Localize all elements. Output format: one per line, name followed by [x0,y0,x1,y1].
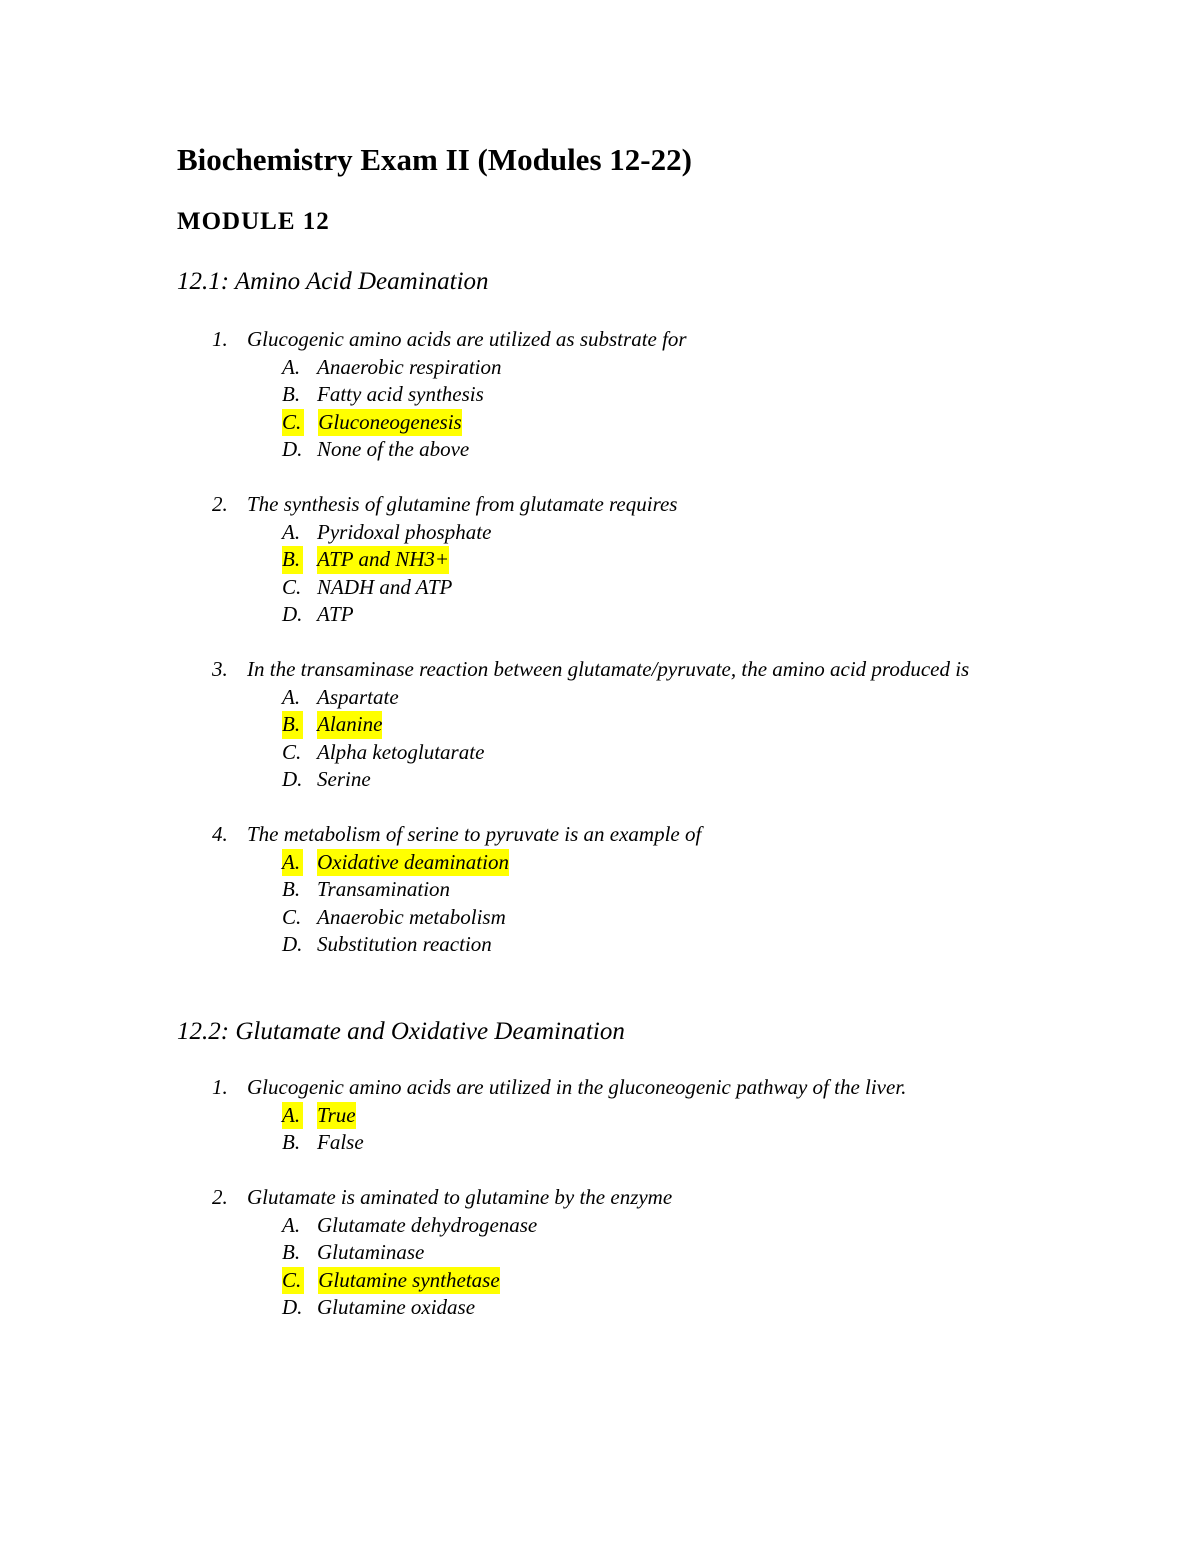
question-number: 4. [212,822,228,846]
option-text: Alpha ketoglutarate [317,739,485,764]
question-number: 3. [212,657,228,681]
option-letter: B. [282,711,303,739]
option-letter: D. [282,767,303,791]
question [177,1074,1077,1157]
answer-option-correct [282,711,1077,739]
option-letter: D. [282,437,303,461]
option-letter: B. [282,546,303,574]
question [177,656,1077,794]
module-heading: MODULE 12 [177,208,330,235]
option-text: Anaerobic metabolism [317,904,506,929]
option-text: Aspartate [317,684,399,709]
answer-option [282,1239,1077,1267]
option-letter: A. [282,684,301,709]
question-number: 2. [212,1185,228,1209]
question-text: Glucogenic amino acids are utilized in the gluconeogenic pathway of the liver. [247,1075,907,1099]
question-line [177,1074,1077,1102]
answer-option-correct [282,1102,1077,1130]
option-letter: B. [282,1130,301,1154]
answer-option-correct [282,546,1077,574]
answer-option [282,766,1077,794]
option-text: Serine [317,767,371,791]
option-text: ATP [317,602,354,626]
answer-option [282,601,1077,629]
option-letter: D. [282,602,303,626]
option-text: Transamination [317,877,451,901]
option-letter: B. [282,877,301,901]
document-title: Biochemistry Exam II (Modules 12-22) [177,142,692,177]
option-letter: C. [282,739,302,764]
question-text: Glutamate is aminated to glutamine by the enzyme [247,1185,673,1209]
option-letter: A. [282,519,301,544]
answer-option [282,684,1077,712]
answer-option [282,574,1077,602]
section-heading: 12.2: Glutamate and Oxidative Deamination [177,1018,625,1045]
question-text: In the transaminase reaction between glutamate/pyruvate, the amino acid produced is [247,657,970,681]
answer-option [282,876,1077,904]
answer-option [282,1129,1077,1157]
answer-option [282,519,1077,547]
question-number: 2. [212,492,228,516]
option-text: Glutaminase [317,1240,425,1264]
question [177,326,1077,464]
question-number: 1. [212,1075,228,1099]
question-line [177,821,1077,849]
answer-option [282,931,1077,959]
answer-option-correct [282,849,1077,877]
question-list [177,1074,1077,1349]
option-text: None of the above [317,437,470,461]
option-text: Fatty acid synthesis [317,382,484,406]
answer-option [282,1212,1077,1240]
option-letter: A. [282,849,303,877]
option-text: Glutamate dehydrogenase [317,1212,538,1237]
option-letter: B. [282,1240,301,1264]
option-letter: A. [282,1212,301,1237]
section-heading: 12.1: Amino Acid Deamination [177,268,489,295]
option-letter: A. [282,1102,303,1130]
question [177,821,1077,959]
option-text: Glutamine oxidase [317,1295,476,1319]
answer-option-correct [282,409,1077,437]
question-text: The synthesis of glutamine from glutamate requires [247,492,678,516]
option-letter: C. [282,574,302,599]
option-letter: C. [282,1267,304,1295]
question-number: 1. [212,327,228,351]
answer-option [282,354,1077,382]
question-line [177,1184,1077,1212]
question-text: Glucogenic amino acids are utilized as substrate for [247,327,687,351]
option-text: Oxidative deamination [317,849,509,877]
option-letter: C. [282,904,302,929]
option-text: Alanine [317,711,382,739]
question [177,1184,1077,1322]
option-text: Substitution reaction [317,932,492,956]
answer-option [282,904,1077,932]
question-list [177,326,1077,986]
answer-option [282,436,1077,464]
answer-option [282,739,1077,767]
answer-option [282,381,1077,409]
answer-option [282,1294,1077,1322]
option-letter: B. [282,382,301,406]
question-line [177,656,1077,684]
option-letter: C. [282,409,304,437]
option-text: Anaerobic respiration [317,354,502,379]
option-text: Pyridoxal phosphate [317,519,492,544]
option-text: True [317,1102,356,1130]
question-line [177,491,1077,519]
option-letter: D. [282,932,303,956]
option-text: ATP and NH3+ [317,546,449,574]
option-text: NADH and ATP [317,574,453,599]
option-text: Glutamine synthetase [318,1267,499,1295]
option-text: Gluconeogenesis [318,409,461,437]
question-line [177,326,1077,354]
option-letter: A. [282,354,301,379]
option-text: False [317,1130,364,1154]
question [177,491,1077,629]
answer-option-correct [282,1267,1077,1295]
option-letter: D. [282,1295,303,1319]
question-text: The metabolism of serine to pyruvate is an example of [247,822,702,846]
